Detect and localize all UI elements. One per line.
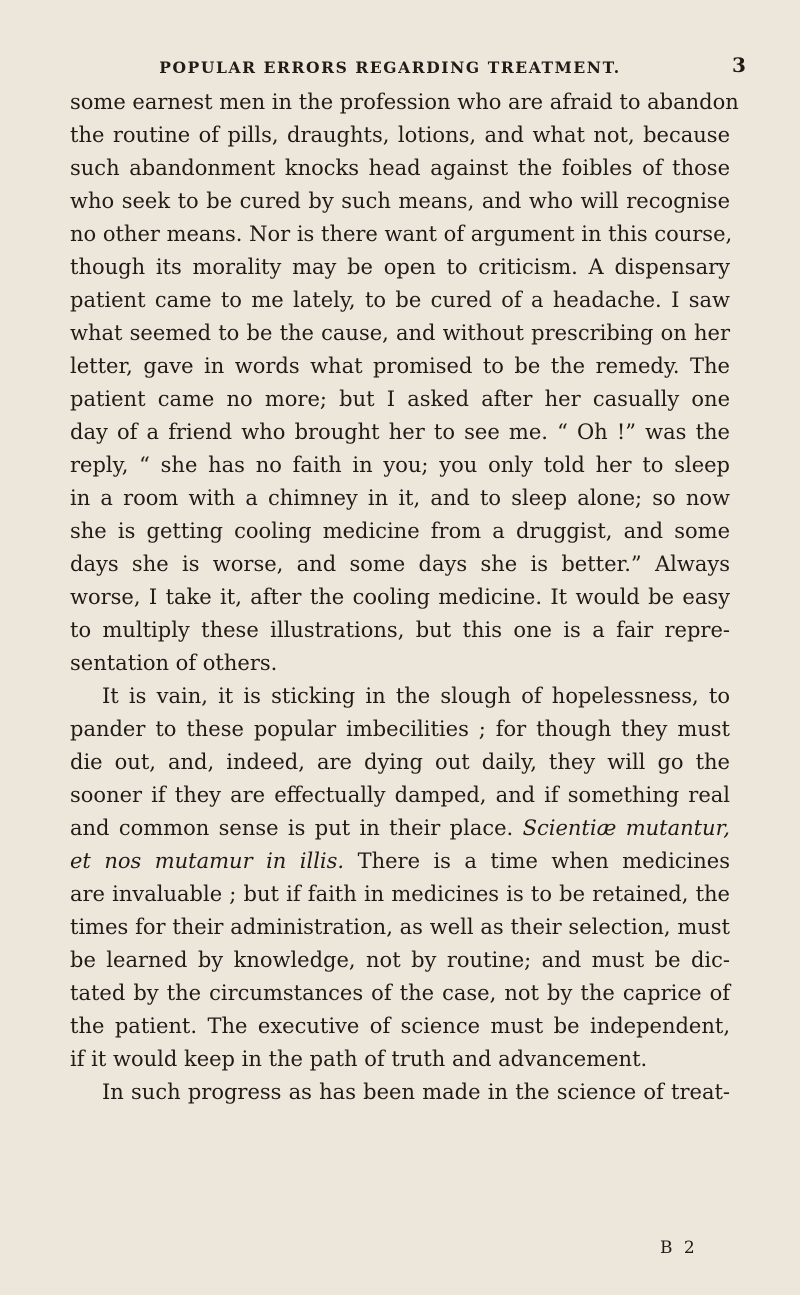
- text-line: no other means. Nor is there want of argument in this course,: [70, 222, 733, 246]
- text-line: times for their administration, as well as their selection, must: [70, 915, 730, 939]
- text-line: in a room with a chimney in it, and to sleep alone; so now: [70, 486, 730, 510]
- latin-phrase: Scientiæ mutantur,: [522, 816, 730, 840]
- text-line: what seemed to be the cause, and without prescribing on her: [70, 321, 730, 345]
- text-line: are invaluable ; but if faith in medicines is to be retained, the: [70, 882, 730, 906]
- text-line: the patient. The executive of science must be independent,: [70, 1014, 730, 1038]
- text-line: sentation of others.: [70, 651, 278, 675]
- text-line: [70, 813, 730, 843]
- text-line: reply, “ she has no faith in you; you only told her to sleep: [70, 453, 730, 477]
- text-line: some earnest men in the profession who are afraid to abandon: [70, 90, 739, 114]
- text-line: such abandonment knocks head against the foibles of those: [70, 156, 730, 180]
- text-line: if it would keep in the path of truth and advancement.: [70, 1047, 648, 1071]
- text-line: letter, gave in words what promised to be the remedy. The: [70, 354, 730, 378]
- text-span: and common sense is put in their place.: [70, 816, 514, 840]
- text-line: [70, 846, 730, 876]
- text-line: who seek to be cured by such means, and who will recognise: [70, 189, 730, 213]
- text-line: the routine of pills, draughts, lotions, and what not, because: [70, 123, 730, 147]
- page-number: 3: [732, 53, 746, 77]
- text-line: tated by the circumstances of the case, not by the caprice of: [70, 981, 730, 1005]
- text-line: sooner if they are effectually damped, and if something real: [70, 783, 730, 807]
- text-line: to multiply these illustrations, but this one is a fair repre-: [70, 618, 730, 642]
- text-line: days she is worse, and some days she is better.” Always: [70, 552, 730, 576]
- text-line: be learned by knowledge, not by routine; and must be dic-: [70, 948, 730, 972]
- text-span: There is a time when medicines: [357, 849, 730, 873]
- signature-mark: B 2: [660, 1238, 698, 1258]
- text-line: patient came no more; but I asked after her casually one: [70, 387, 730, 411]
- text-line: day of a friend who brought her to see me. “ Oh !” was the: [70, 420, 730, 444]
- latin-phrase: et nos mutamur in illis.: [70, 849, 345, 873]
- text-line: though its morality may be open to criticism. A dispensary: [70, 255, 730, 279]
- text-line: It is vain, it is sticking in the slough of hopelessness, to: [102, 684, 730, 708]
- text-line: pander to these popular imbecilities ; for though they must: [70, 717, 730, 741]
- text-line: patient came to me lately, to be cured of a headache. I saw: [70, 288, 730, 312]
- running-title: POPULAR ERRORS REGARDING TREATMENT.: [159, 58, 621, 77]
- text-line: die out, and, indeed, are dying out daily, they will go the: [70, 750, 730, 774]
- text-line: In such progress as has been made in the science of treat-: [102, 1080, 730, 1104]
- text-line: she is getting cooling medicine from a druggist, and some: [70, 519, 730, 543]
- text-line: worse, I take it, after the cooling medicine. It would be easy: [70, 585, 730, 609]
